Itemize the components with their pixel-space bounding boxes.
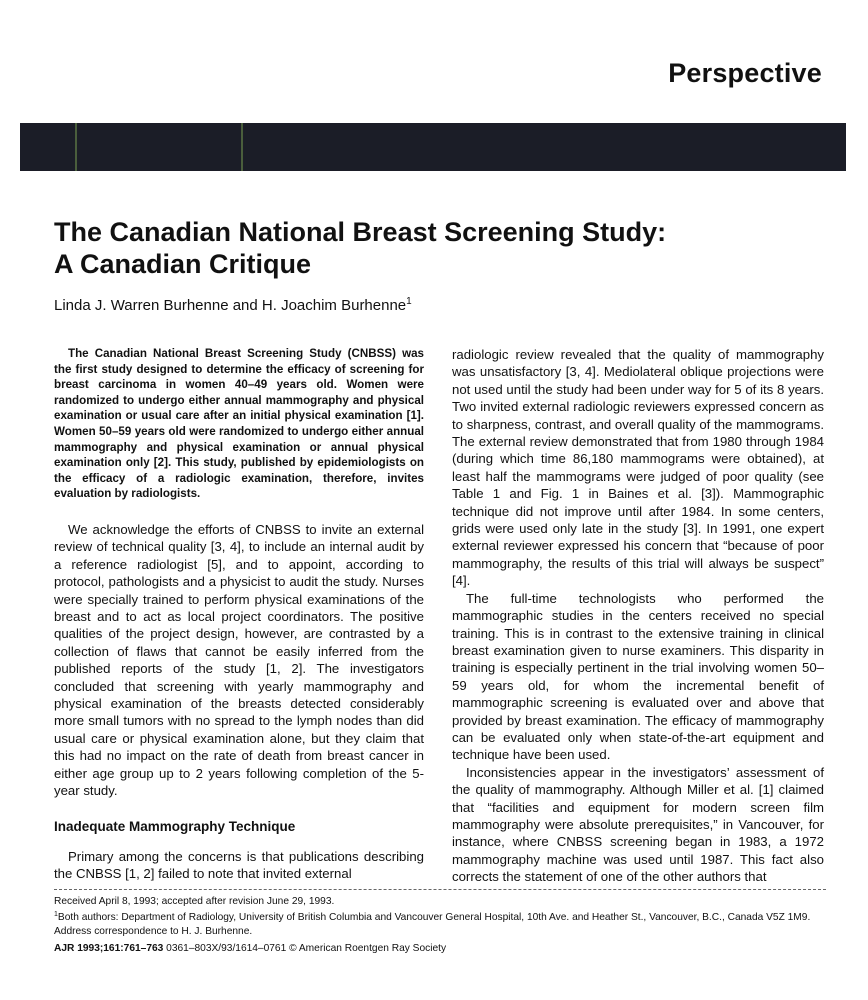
banner-tick-mark — [241, 123, 243, 171]
header-banner — [20, 123, 846, 171]
article-title-line-1: The Canadian National Breast Screening Study: — [54, 217, 667, 247]
author-names: Linda J. Warren Burhenne and H. Joachim Burhenne — [54, 297, 407, 314]
affiliation-note-mark: 1 — [54, 911, 58, 919]
section-label: Perspective — [668, 58, 822, 88]
intro-paragraph: We acknowledge the efforts of CNBSS to invite an external review of technical quality [3, 4], to include an internal audit by a reference radiologist [5], and to appoint, according to protocol, pathologists and a physicist to audit the study. Nurses were specially trained to perform physical examinations of the breast and to act as local project coordinators. The positive qualities of the project design, however, are contrasted by a collection of flaws that cannot be easily inferred from the published reports of the study [1, 2]. The investigators concluded that screening with yearly mammography and physical examination of the breasts detected considerably more small tumors with no spread to the lymph nodes than did usual care or physical examination alone, but they claim that this had no impact on the rate of death from breast cancer in either age group up to 2 years following completion of the 5-year study. — [54, 521, 424, 799]
affiliation-text: Both authors: Department of Radiology, University of British Columbia and Vancouver General Hospital, 10th Ave. and Heather St., Vancouver, B.C., Canada V5Z 1M9. Address correspondence to H. J. Burhenne. — [54, 912, 811, 937]
abstract: The Canadian National Breast Screening Study (CNBSS) was the first study designed to determine the efficacy of screening for breast carcinoma in women 40–49 years old. Women were randomized to undergo either annual mammography and physical examination or usual care after an initial physical examination [1]. Women 50–59 years old were randomized to undergo either annual mammography and physical examination or annual physical examination only [2]. This study, published by epidemiologists on the efficacy of a radiologic examination, therefore, invites evaluation by radiologists. — [54, 347, 424, 501]
left-column — [54, 346, 424, 883]
body-paragraph: Primary among the concerns is that publications describing the CNBSS [1, 2] failed to note that invited external — [54, 848, 424, 882]
author-line — [54, 292, 412, 316]
footnote-divider — [54, 889, 826, 890]
received-dates: Received April 8, 1993; accepted after revision June 29, 1993. — [54, 896, 335, 907]
right-column — [452, 346, 824, 886]
affiliation-note — [54, 908, 826, 938]
body-paragraph: Inconsistencies appear in the investigators’ assessment of the quality of mammography. Although Miller et al. [1] claimed that “facilities and equipment for modern screen film mammography were absolute prerequisites,” in Vancouver, for instance, where CNBSS screening began in 1983, a 1972 mammography machine was used until 1987. This fact also corrects the statement of one of the other authors that — [452, 764, 824, 885]
article-title-line-2: A Canadian Critique — [54, 249, 312, 279]
footnotes — [54, 895, 826, 938]
banner-tick-mark — [75, 123, 77, 171]
journal-reference: AJR 1993;161:761–763 — [54, 943, 164, 954]
article-title — [54, 216, 834, 280]
author-note-mark: 1 — [406, 296, 412, 307]
journal-citation — [54, 942, 446, 955]
body-paragraph: radiologic review revealed that the quality of mammography was unsatisfactory [3, 4]. Mediolateral oblique projections were not used until the study had been under way for 5 of its 8 years. Two invited external radiologic reviewers expressed concern as to sharpness, contrast, and overall quality of the mammograms. The external review demonstrated that from 1980 through 1984 (during which time 86,180 mammograms were obtained), at least half the mammograms were judged of poor quality (see Table 1 and Fig. 1 in Baines et al. [3]). Mammographic technique did not improve until after 1984. In some centers, grids were used only late in the study [3]. In 1991, one expert external reviewer expressed his concern that “because of poor mammography, the results of this trial will always be suspect” [4]. — [452, 347, 824, 589]
section-subheading: Inadequate Mammography Technique — [54, 819, 296, 835]
body-paragraph: The full-time technologists who performed the mammographic studies in the centers received no special training. This is in contrast to the extensive training in clinical breast examination given to nurse examiners. This disparity in training is especially pertinent in the trial involving women 50–59 years old, for whom the incremental benefit of mammographic screening is evaluated over and above that provided by breast examination. The efficacy of mammography can be evaluated only when state-of-the-art equipment and technique have been used. — [452, 590, 824, 763]
copyright-line: 0361–803X/93/1614–0761 © American Roentgen Ray Society — [163, 943, 447, 954]
